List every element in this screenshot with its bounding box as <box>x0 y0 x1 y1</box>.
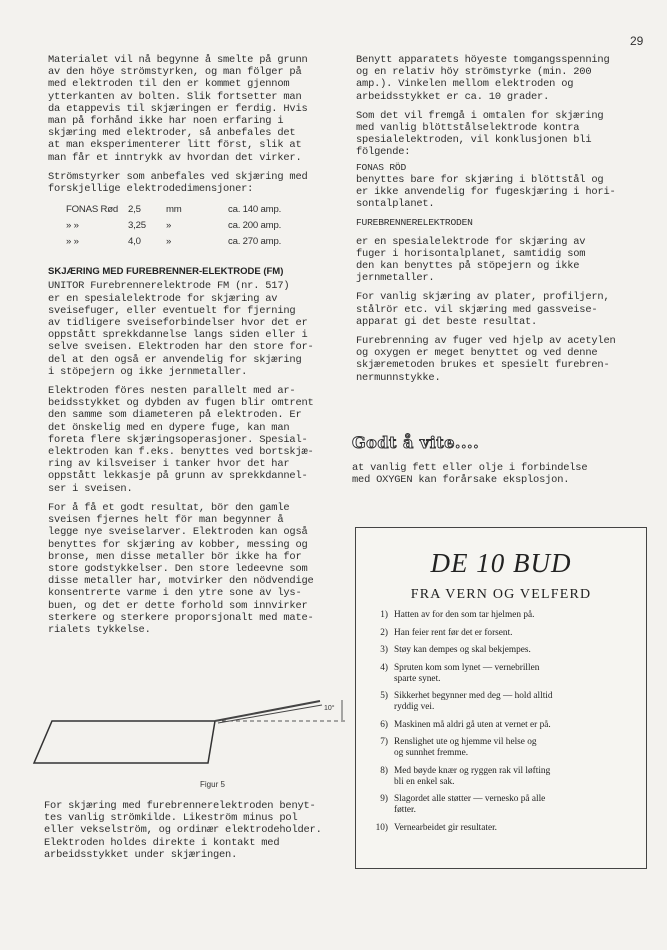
list-item <box>368 663 640 685</box>
item-text: Sikkerhet begynner med deg — hold alltid ryddig vei. <box>394 691 553 712</box>
paragraph: Strömstyrker som anbefales ved skjæring med forskjellige elektrodedimensjoner: <box>48 170 308 196</box>
paragraph: er en spesialelektrode for skjæring av fuger i horisontalplanet, samtidig som den kan benyttes på stöpejern og ikke jernmetaller. <box>356 235 586 285</box>
paragraph: Benytt apparatets höyeste tomgangsspenning og en relativ höy strömstyrke (min. 200 amp.). Vinkelen mellom elektroden og arbeidsstykket er ca. 10 grader. <box>356 54 610 103</box>
left-column <box>48 54 338 643</box>
paragraph: Furebrenning av fuger ved hjelp av acetylen og oxygen er meget benyttet og ved denne skjæremetoden brukes et spesielt furebren- nermunnstykke. <box>356 335 616 384</box>
box-title: DE 10 BUD <box>430 548 572 578</box>
table-row <box>66 218 281 234</box>
electrode-line <box>215 701 320 721</box>
list-item <box>368 628 640 639</box>
table-cell: 4,0 <box>128 236 141 248</box>
table-cell: ca. 140 amp. <box>228 204 282 216</box>
workpiece-shape <box>34 721 215 763</box>
table-row <box>66 202 281 218</box>
list-item <box>368 766 640 788</box>
paragraph: For å få et godt resultat, bör den gamle sveisen fjernes helt för man begynner å legge nye sveiselarver. Elektroden kan også benyttes for skjæring av kobber, messing og bronse, men disse metaller bör ikke ha for store godstykkelser. Den store ledeevne som disse metaller har, motvirker den nödvendige konsentrerte varme i den ytre sone av lys- buen, og det er dette forhold som innvirker sterkere og sterkere proporsjonalt med mate- rialets tykkelse. <box>48 501 314 636</box>
table-cell: ca. 200 amp. <box>228 220 282 232</box>
table-row <box>66 234 281 250</box>
item-number: 8) <box>380 765 388 776</box>
paragraph: Elektroden föres nesten parallelt med ar- beidsstykket og dybden av fugen blir omtrent den samme som diameteren på elektroden. Er det önskelig med en dypere fuge, kan man foreta flere skjæringsoperasjoner. Spesial- elektroden kan f.eks. benyttes ved bortskjæ- ring av kilsveiser i tanker hvor det har oppstått lekkasje på grunn av sprekkdannel- ser i sveisen. <box>48 385 314 495</box>
table-cell: FONAS Rød <box>66 204 119 216</box>
list-item <box>368 610 640 621</box>
rule-list <box>368 610 640 840</box>
table-cell: » » <box>66 236 79 248</box>
item-number: 9) <box>380 794 388 804</box>
table-cell: mm <box>166 204 182 216</box>
table-cell: » <box>166 220 172 232</box>
paragraph: UNITOR Furebrennerelektrode FM (nr. 517) er en spesialelektrode for skjæring av sveisefuger, eller eventuelt for fjerning av tidligere sveiseforbindelser hvor det er oppstått sprekkdannelse langs siden eller i selve sveisen. Elektroden har den store for- del at den også er anvendelig for skjæring i stöpejern og ikke jernmetaller. <box>48 280 314 378</box>
right-column <box>356 54 646 391</box>
list-item <box>368 823 640 834</box>
table-cell: 3,25 <box>128 220 146 232</box>
item-number: 6) <box>380 719 388 730</box>
current-table <box>66 202 281 250</box>
item-text: Maskinen må aldri gå uten at vernet er på. <box>394 719 551 730</box>
item-number: 4) <box>380 662 388 673</box>
list-item <box>368 645 640 656</box>
electrode-line <box>218 705 322 723</box>
figure-caption: Figur 5 <box>200 780 225 789</box>
item-text: Støy kan dempes og skal bekjempes. <box>394 645 531 655</box>
list-item <box>368 737 640 759</box>
item-text: Med bøyde knær og ryggen rak vil løfting bli en enkel sak. <box>394 765 551 787</box>
subheading: FONAS RÖD <box>356 161 407 173</box>
paragraph: Materialet vil nå begynne å smelte på grunn av den höye strömstyrken, og man fölger på med elektroden til den er kommet gjennom ytterkanten av bolten. Slik fortsetter man da etappevis til skjæringen er ferdig. Hvis man på forhånd ikke har noen erfaring i skjæring med elektroder, så anbefales det at man eksperimenterer litt först, slik at man får et inntrykk av hvordan det virker. <box>48 54 308 164</box>
paragraph: benyttes bare for skjæring i blöttstål og er ikke anvendelig for fugeskjæring i hori- sontalplanet. <box>356 173 616 211</box>
item-number: 5) <box>380 691 388 701</box>
table-cell: ca. 270 amp. <box>228 236 282 248</box>
list-item <box>368 720 640 731</box>
item-text: Spruten kom som lynet — vernebrillen sparte synet. <box>394 662 540 684</box>
table-cell: 2,5 <box>128 204 141 216</box>
page-number: 29 <box>630 34 644 48</box>
item-text: Vernearbeidet gir resultater. <box>394 822 497 833</box>
section-heading: SKJÆRING MED FUREBRENNER-ELEKTRODE (FM) <box>48 266 284 278</box>
item-text: Hatten av for den som tar hjelmen på. <box>394 610 535 620</box>
item-text: Han feier rent før det er forsent. <box>394 627 513 638</box>
item-number: 10) <box>375 822 388 833</box>
item-number: 7) <box>380 737 388 747</box>
table-cell: » » <box>66 220 79 232</box>
paragraph: For skjæring med furebrennerelektroden benyt- tes vanlig strömkilde. Likeström minus pol eller vekselström, og ordinær elektrodeholder. Elektroden holdes direkte i kontakt med arbeidsstykket under skjæringen. <box>44 800 322 861</box>
angle-label: 10° <box>324 705 335 712</box>
item-number: 3) <box>380 645 388 655</box>
table-cell: » <box>166 236 172 248</box>
item-number: 1) <box>380 610 388 620</box>
item-text: Slagordet alle støtter — vernesko på alle føtter. <box>394 794 546 815</box>
list-item <box>368 691 640 713</box>
list-item <box>368 794 640 816</box>
subheading: FUREBRENNERELEKTRODEN <box>356 217 473 229</box>
item-text: Renslighet ute og hjemme vil helse og og sunnhet fremme. <box>394 737 537 758</box>
item-number: 2) <box>380 627 388 638</box>
godt-a-vite-title: Godt å vite.... <box>352 433 480 452</box>
paragraph: at vanlig fett eller olje i forbindelse med OXYGEN kan forårsake eksplosjon. <box>352 462 588 487</box>
ten-commandments-box <box>355 527 647 869</box>
paragraph: Som det vil fremgå i omtalen for skjæring med vanlig blöttstålselektrode kontra spesialelektroden, vil konklusjonen bli fölgende: <box>356 109 604 159</box>
figure-electrode-diagram <box>30 695 360 767</box>
box-subtitle: FRA VERN OG VELFERD <box>410 587 592 602</box>
paragraph: For vanlig skjæring av plater, profiljern, stålrör etc. vil skjæring med gassveise- apparat gi det beste resultat. <box>356 291 610 328</box>
